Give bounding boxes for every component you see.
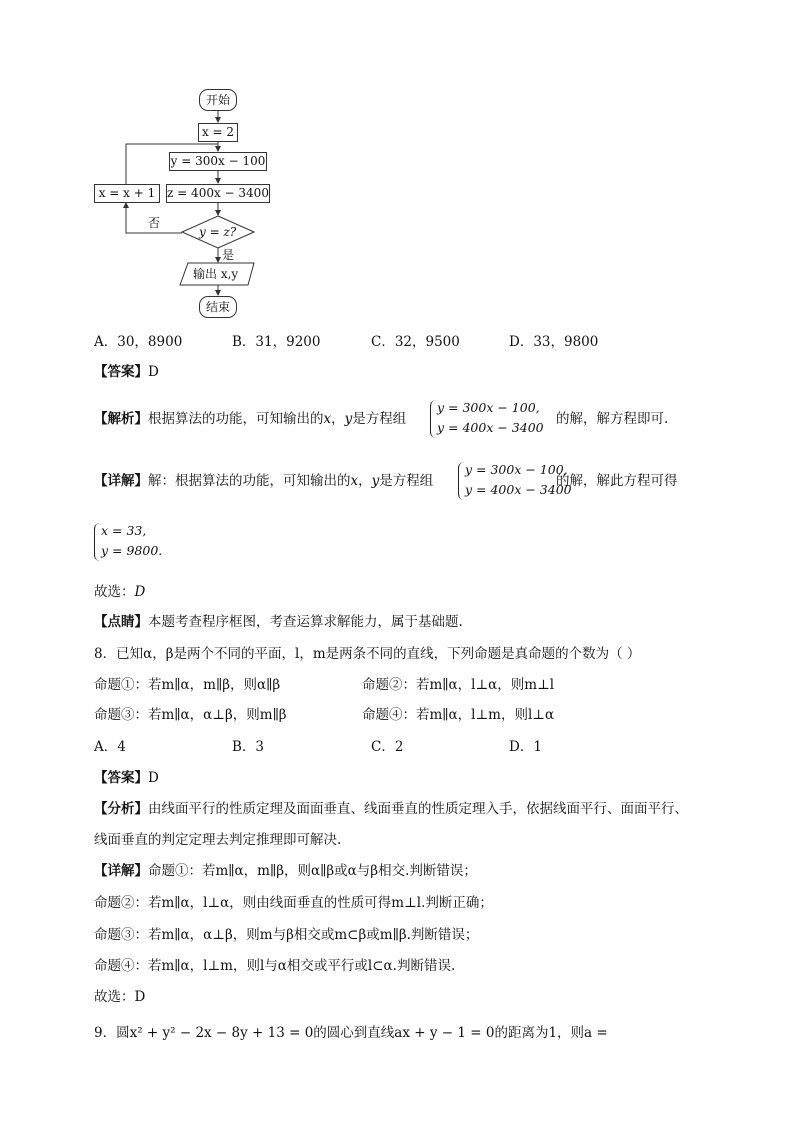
- q8-detail1: [94, 862, 477, 880]
- answer-value: D: [148, 364, 159, 380]
- q8-prop4: 命题④：若m∥α，l⊥m，则l⊥α: [362, 707, 555, 723]
- analysis-pre: 根据算法的功能，可知输出的: [148, 411, 324, 427]
- flowchart-yes-label: 是: [222, 248, 235, 262]
- q7-detail: [94, 472, 433, 490]
- flowchart-step-y: y = 300x − 100: [169, 152, 267, 171]
- answer-tag: 【答案】: [94, 364, 148, 380]
- system2-eq1: y = 300x − 100,: [465, 462, 568, 477]
- detail-mid: 是方程组: [379, 473, 434, 489]
- q7-option-b: B．31，9200: [232, 334, 321, 350]
- analysis-tag: 【分析】: [94, 801, 148, 817]
- flowchart-step-z: z = 400x − 3400: [166, 184, 270, 203]
- analysis-text: 由线面平行的性质定理及面面垂直、线面垂直的性质定理入手，依据线面平行、面面平行、: [148, 801, 688, 817]
- choose-value: D: [134, 584, 146, 600]
- flowchart-output: 输出 x,y: [193, 267, 239, 281]
- answer-value: D: [148, 770, 159, 786]
- q8-stem: 8．已知α，β是两个不同的平面，l，m是两条不同的直线，下列命题是真命题的个数为（ ）: [94, 646, 641, 662]
- answer-tag: 【答案】: [94, 770, 148, 786]
- q8-prop1: 命题①：若m∥α，m∥β，则α∥β: [94, 677, 281, 693]
- q7-choose: [94, 583, 145, 601]
- var-y: y: [344, 411, 353, 427]
- q8-choose: 故选：D: [94, 989, 146, 1005]
- sep: ，: [358, 473, 372, 489]
- var-x: x: [350, 473, 359, 489]
- analysis-post: 的解，解方程即可.: [556, 411, 669, 427]
- comment-text: 本题考查程序框图，考查运算求解能力，属于基础题.: [148, 614, 463, 630]
- solution-eq1: x = 33,: [101, 523, 147, 538]
- flowchart-start: 开始: [199, 89, 237, 111]
- q8-detail3: 命题③：若m∥α，α⊥β，则m与β相交或m⊂β或m∥β.判断错误；: [94, 927, 479, 943]
- q8-option-d: D．1: [509, 739, 542, 755]
- solution-brace: [94, 523, 101, 561]
- var-y: y: [371, 473, 380, 489]
- q8-option-c: C．2: [371, 739, 404, 755]
- flowchart-increment: x = x + 1: [94, 184, 160, 203]
- q8-analysis-line2: 线面垂直的判定定理去判定推理即可解决.: [94, 832, 342, 848]
- q7-option-c: C．32，9500: [371, 334, 460, 350]
- q8-analysis-line1: [94, 800, 688, 818]
- system-brace-2: [458, 462, 465, 500]
- q9-stem: 9．圆x² + y² − 2x − 8y + 13 = 0的圆心到直线ax + y − 1 = 0的距离为1，则a =: [94, 1025, 608, 1041]
- q8-option-a: A．4: [94, 739, 126, 755]
- analysis-mid: 是方程组: [352, 411, 407, 427]
- system-brace: [430, 400, 437, 438]
- system-eq1: y = 300x − 100,: [437, 400, 540, 415]
- q8-option-b: B．3: [232, 739, 265, 755]
- comment-tag: 【点睛】: [94, 614, 148, 630]
- analysis-tag: 【解析】: [94, 411, 148, 427]
- q7-option-d: D．33，9800: [509, 334, 599, 350]
- q8-prop3: 命题③：若m∥α，α⊥β，则m∥β: [94, 707, 287, 723]
- flowchart-connectors: [0, 0, 794, 330]
- solution-eq2: y = 9800.: [101, 543, 163, 558]
- flowchart-end: 结束: [199, 296, 237, 318]
- detail-tag: 【详解】: [94, 863, 148, 879]
- q8-answer: [94, 769, 159, 787]
- flowchart-condition: y = z?: [199, 225, 237, 239]
- detail-tag: 【详解】: [94, 473, 148, 489]
- detail-post: 的解，解此方程可得: [556, 473, 678, 489]
- system-eq2: y = 400x − 3400: [437, 420, 544, 435]
- detail-text: 命题①：若m∥α，m∥β，则α∥β或α与β相交.判断错误；: [148, 863, 477, 879]
- flowchart-no-label: 否: [148, 216, 161, 230]
- choose-label: 故选：: [94, 584, 135, 600]
- var-x: x: [323, 411, 332, 427]
- q8-detail4: 命题④：若m∥α，l⊥m，则l与α相交或平行或l⊂α.判断错误.: [94, 958, 456, 974]
- q7-comment: [94, 613, 463, 631]
- sep: ，: [331, 411, 345, 427]
- q8-prop2: 命题②：若m∥α，l⊥α，则m⊥l: [362, 677, 555, 693]
- q7-answer: [94, 363, 159, 381]
- system2-eq2: y = 400x − 3400: [465, 482, 572, 497]
- q7-option-a: A．30，8900: [94, 334, 183, 350]
- flowchart-init: x = 2: [198, 123, 238, 142]
- q7-analysis: [94, 410, 406, 428]
- q8-detail2: 命题②：若m∥α，l⊥α，则由线面垂直的性质可得m⊥l.判断正确；: [94, 895, 493, 911]
- detail-pre: 解：根据算法的功能，可知输出的: [148, 473, 351, 489]
